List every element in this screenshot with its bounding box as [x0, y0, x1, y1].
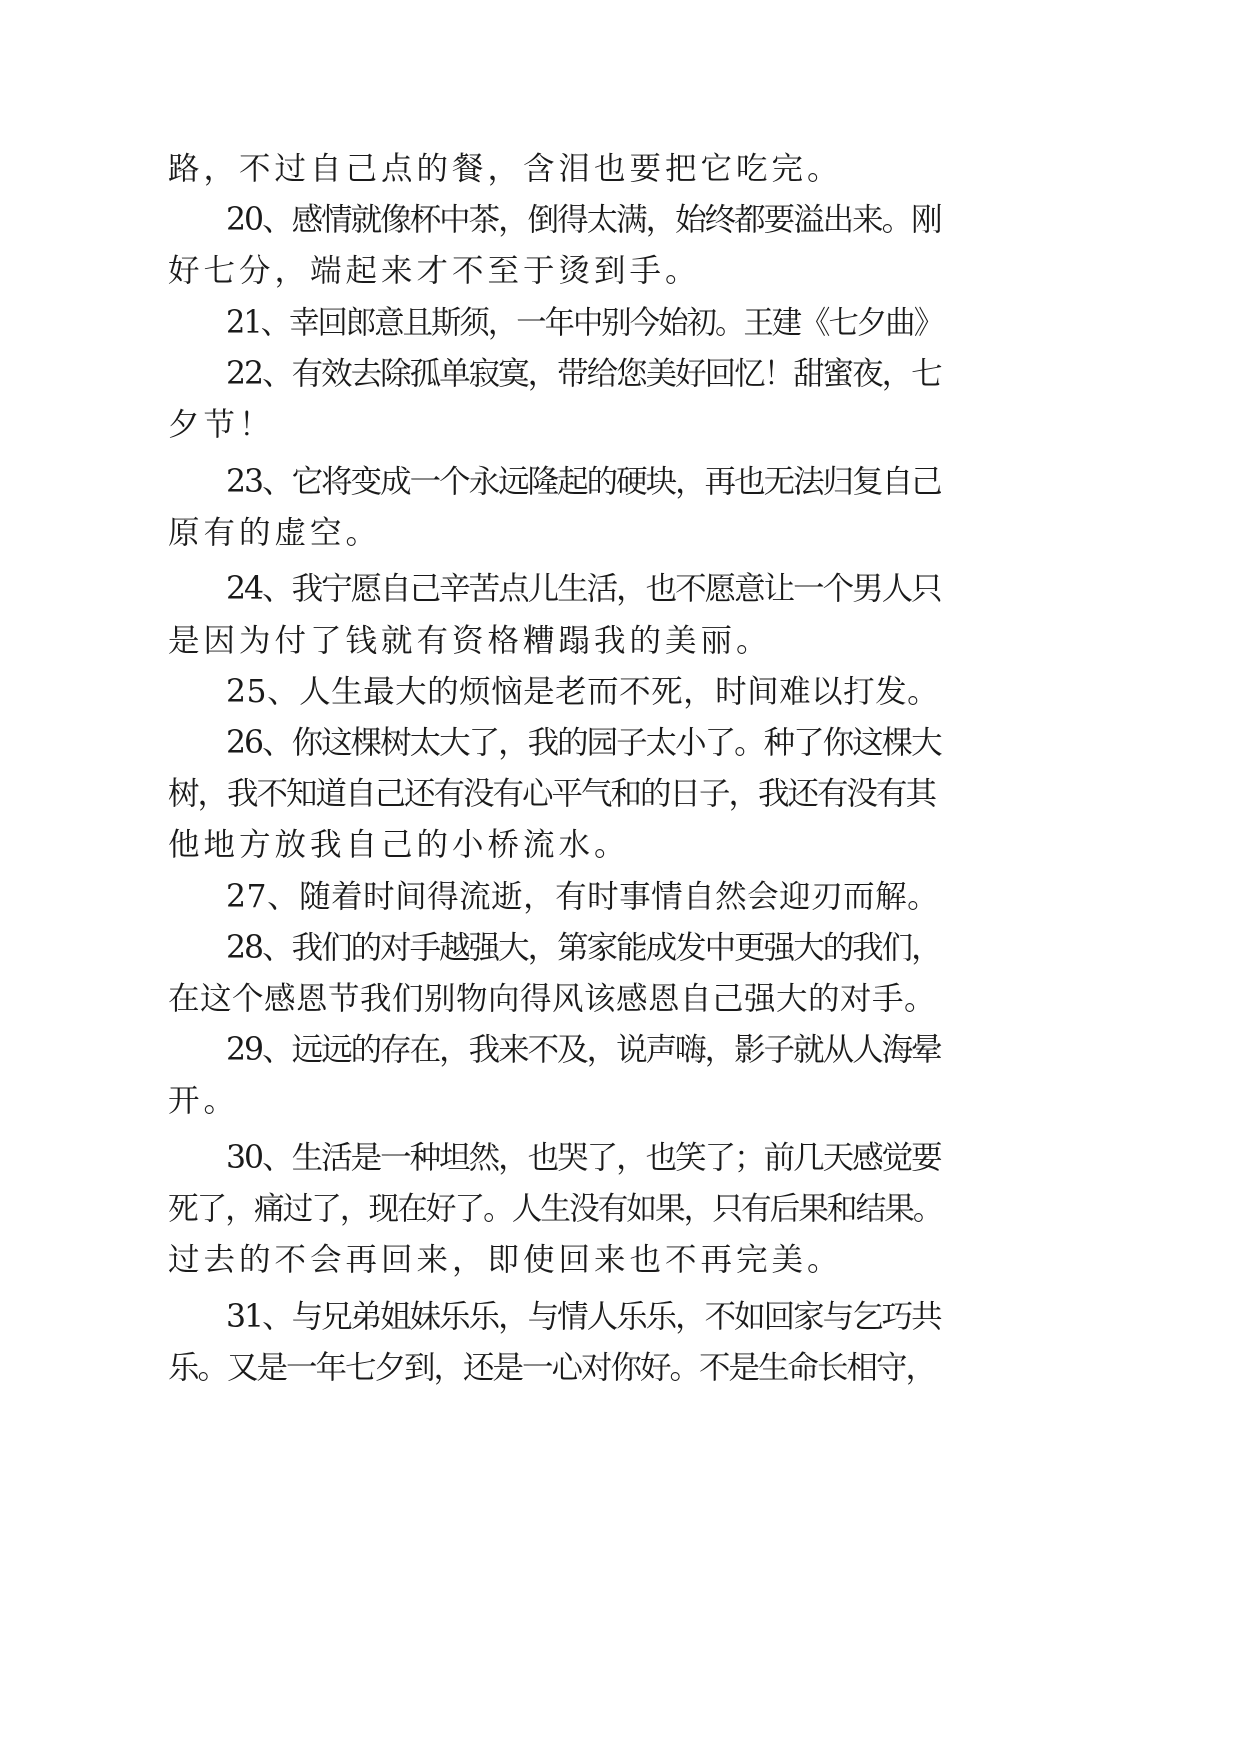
text-line: 在这个感恩节我们别物向得风该感恩自己强大的对手。: [168, 981, 937, 1017]
text-line: 21、幸回郎意且斯须，一年中别今始初。王建《七夕曲》: [226, 305, 943, 341]
text-line: 25、人生最大的烦恼是老而不死，时间难以打发。: [226, 674, 940, 710]
text-line: 26、你这棵树太大了，我的园子太小了。种了你这棵大: [226, 725, 941, 761]
text-line: 路，不过自己点的餐，含泪也要把它吃完。: [168, 151, 843, 187]
text-line: 31、与兄弟姐妹乐乐，与情人乐乐，不如回家与乞巧共: [226, 1299, 941, 1335]
text-line: 20、感情就像杯中茶，倒得太满，始终都要溢出来。刚: [226, 202, 941, 238]
text-line: 24、我宁愿自己辛苦点儿生活，也不愿意让一个男人只: [226, 571, 941, 607]
text-line: 29、远远的存在，我来不及，说声嗨，影子就从人海晕: [226, 1032, 941, 1068]
text-line: 22、有效去除孤单寂寞，带给您美好回忆！甜蜜夜，七: [226, 356, 941, 392]
text-line: 30、生活是一种坦然，也哭了，也笑了；前几天感觉要: [226, 1140, 941, 1176]
text-line: 过去的不会再回来，即使回来也不再完美。: [168, 1242, 843, 1278]
text-line: 夕节！: [168, 407, 275, 443]
text-line: 原有的虚空。: [168, 515, 382, 551]
text-line: 乐。又是一年七夕到，还是一心对你好。不是生命长相守，: [168, 1350, 936, 1386]
text-line: 死了，痛过了，现在好了。人生没有如果，只有后果和结果。: [168, 1191, 942, 1227]
text-line: 开。: [168, 1083, 240, 1119]
text-line: 27、随着时间得流逝，有时事情自然会迎刃而解。: [226, 879, 940, 915]
text-line: 树，我不知道自己还有没有心平气和的日子，我还有没有其: [168, 776, 936, 812]
text-line: 是因为付了钱就有资格糟蹋我的美丽。: [168, 623, 772, 659]
text-line: 好七分，端起来才不至于烫到手。: [168, 253, 701, 289]
text-line: 28、我们的对手越强大，第家能成发中更强大的我们，: [226, 930, 941, 966]
text-line: 23、它将变成一个永远隆起的硬块，再也无法归复自己: [226, 464, 941, 500]
text-line: 他地方放我自己的小桥流水。: [168, 827, 630, 863]
